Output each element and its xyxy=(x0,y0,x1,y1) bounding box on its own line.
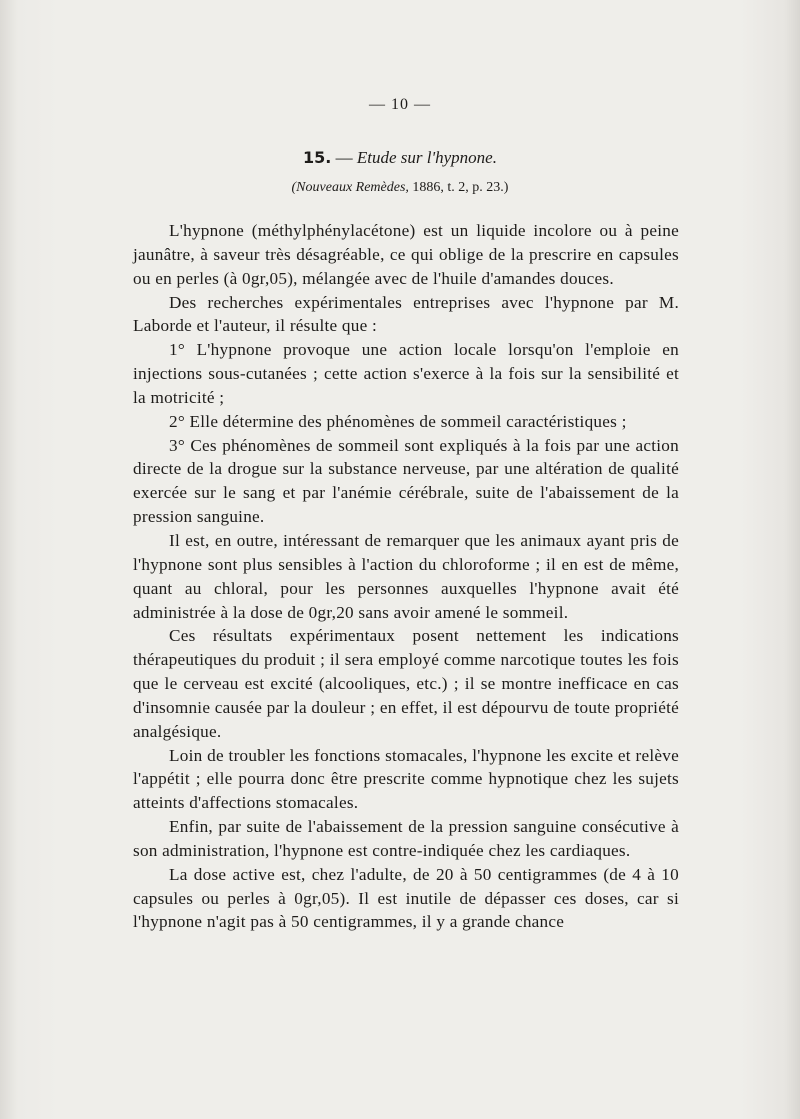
paragraph: 3° Ces phénomènes de sommeil sont expliqués à la fois par une action directe de la drogue sur la substance nerveuse, par une altération de qualité exercée sur le sang et par l'anémie cérébrale, suite de l'abaissement de la pression sanguine. xyxy=(133,435,679,527)
paragraph: Il est, en outre, intéressant de remarquer que les animaux ayant pris de l'hypnone sont plus sensibles à l'action du chloroforme ; il en est de même, quant au chloral, pour les personnes auxquelles l'hypnone avait été administrée à la dose de 0gr,20 sans avoir amené le sommeil. xyxy=(133,530,679,622)
paragraph: Loin de troubler les fonctions stomacales, l'hypnone les excite et relève l'appétit ; elle pourra donc être prescrite comme hypnotique chez les sujets atteints d'affections stomacales. xyxy=(133,745,679,813)
paragraph: Ces résultats expérimentaux posent nettement les indications thérapeutiques du produit ; il sera employé comme narcotique toutes les fois que le cerveau est excité (alcooliques, etc.) ; il se montre inefficace en cas d'insomnie causée par la douleur ; en effet, il est dépourvu de toute propriété analgésique. xyxy=(133,626,679,741)
article-separator: — xyxy=(331,148,357,167)
source-name: (Nouveaux Remèdes, xyxy=(291,180,409,195)
article-body xyxy=(133,219,679,934)
source-reference: 1886, t. 2, p. 23.) xyxy=(408,180,509,195)
paragraph: L'hypnone (méthylphénylacétone) est un liquide incolore ou à peine jaunâtre, à saveur très désagréable, ce qui oblige de la prescrire en capsules ou en perles (à 0gr,05), mélangée avec de l'huile d'amandes douces. xyxy=(133,221,679,288)
article-heading xyxy=(0,148,800,168)
page-number: — 10 — xyxy=(369,96,431,113)
paragraph: 1° L'hypnone provoque une action locale lorsqu'on l'emploie en injections sous-cutanées ; cette action s'exerce à la fois sur la sensibilité et la motricité ; xyxy=(133,340,679,407)
article-source xyxy=(0,180,800,196)
article-title: Etude sur l'hypnone. xyxy=(356,148,497,167)
paragraph: 2° Elle détermine des phénomènes de sommeil caractéristiques ; xyxy=(169,411,627,431)
paragraph: Des recherches expérimentales entreprises avec l'hypnone par M. Laborde et l'auteur, il résulte que : xyxy=(133,292,679,336)
paragraph: Enfin, par suite de l'abaissement de la pression sanguine consécutive à son administration, l'hypnone est contre-indiquée chez les cardiaques. xyxy=(133,817,679,860)
paragraph: La dose active est, chez l'adulte, de 20 à 50 centigrammes (de 4 à 10 capsules ou perles à 0gr,05). Il est inutile de dépasser ces doses, car si l'hypnone n'agit pas à 50 centigrammes, il y a grande chance xyxy=(133,864,679,932)
article-number: 15. xyxy=(303,148,332,167)
